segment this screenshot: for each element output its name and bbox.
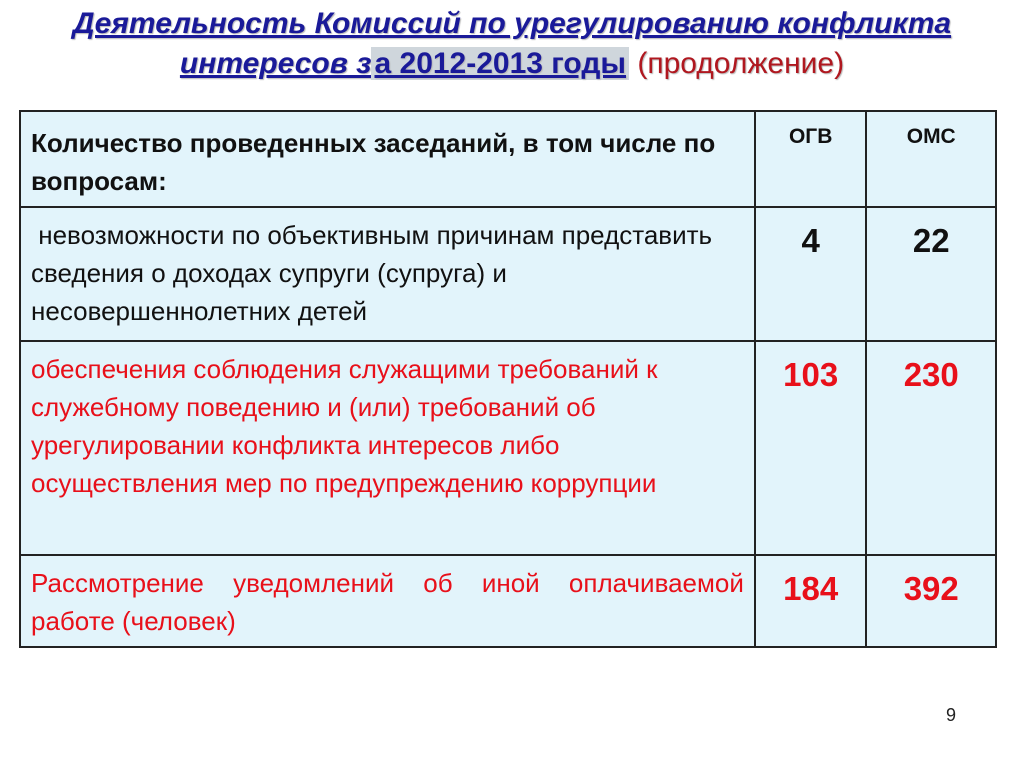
row-label-cell	[20, 341, 755, 555]
row-ogv-cell	[755, 341, 867, 555]
row-ogv-value: 4	[801, 222, 820, 259]
row-ogv-value: 103	[783, 356, 839, 393]
row-label-cell	[20, 555, 755, 647]
header-label: Количество проведенных заседаний, в том числе по вопросам:	[31, 128, 716, 196]
title-line-2	[0, 44, 1024, 84]
row-oms-value: 392	[903, 570, 959, 607]
row-ogv-value: 184	[783, 570, 839, 607]
row-label: Рассмотрение уведомлений об иной оплачиваемой работе (человек)	[31, 568, 744, 636]
row-ogv-cell	[755, 555, 867, 647]
row-label: невозможности по объективным причинам представить сведения о доходах супруги (супруга) и несовершеннолетних детей	[31, 220, 720, 326]
row-ogv-cell	[755, 207, 867, 341]
row-oms-cell	[866, 341, 996, 555]
header-cell-oms	[866, 111, 996, 207]
row-label: обеспечения соблюдения служащими требований к служебному поведению и (или) требований об урегулировании конфликта интересов либо осуществления мер по предупреждению коррупции	[31, 354, 658, 498]
table-row	[20, 555, 996, 647]
header-cell-label	[20, 111, 755, 207]
table-row	[20, 341, 996, 555]
commission-stats-table	[19, 110, 997, 648]
header-cell-ogv	[755, 111, 867, 207]
table-row	[20, 207, 996, 341]
column-header-ogv: ОГВ	[788, 125, 833, 148]
row-label-cell	[20, 207, 755, 341]
table-header-row	[20, 111, 996, 207]
row-oms-value: 22	[912, 222, 950, 259]
column-header-oms: ОМС	[906, 125, 956, 148]
title-continuation: (продолжение)	[637, 47, 845, 80]
row-oms-value: 230	[903, 356, 959, 393]
row-oms-cell	[866, 555, 996, 647]
title-year: а 2012-2013 годы	[371, 47, 629, 80]
page-number: 9	[946, 705, 957, 725]
title-line-2-text: интересов з	[179, 47, 372, 80]
slide-title	[0, 4, 1024, 84]
row-oms-cell	[866, 207, 996, 341]
title-line-1: Деятельность Комиссий по урегулированию конфликта	[72, 7, 952, 40]
